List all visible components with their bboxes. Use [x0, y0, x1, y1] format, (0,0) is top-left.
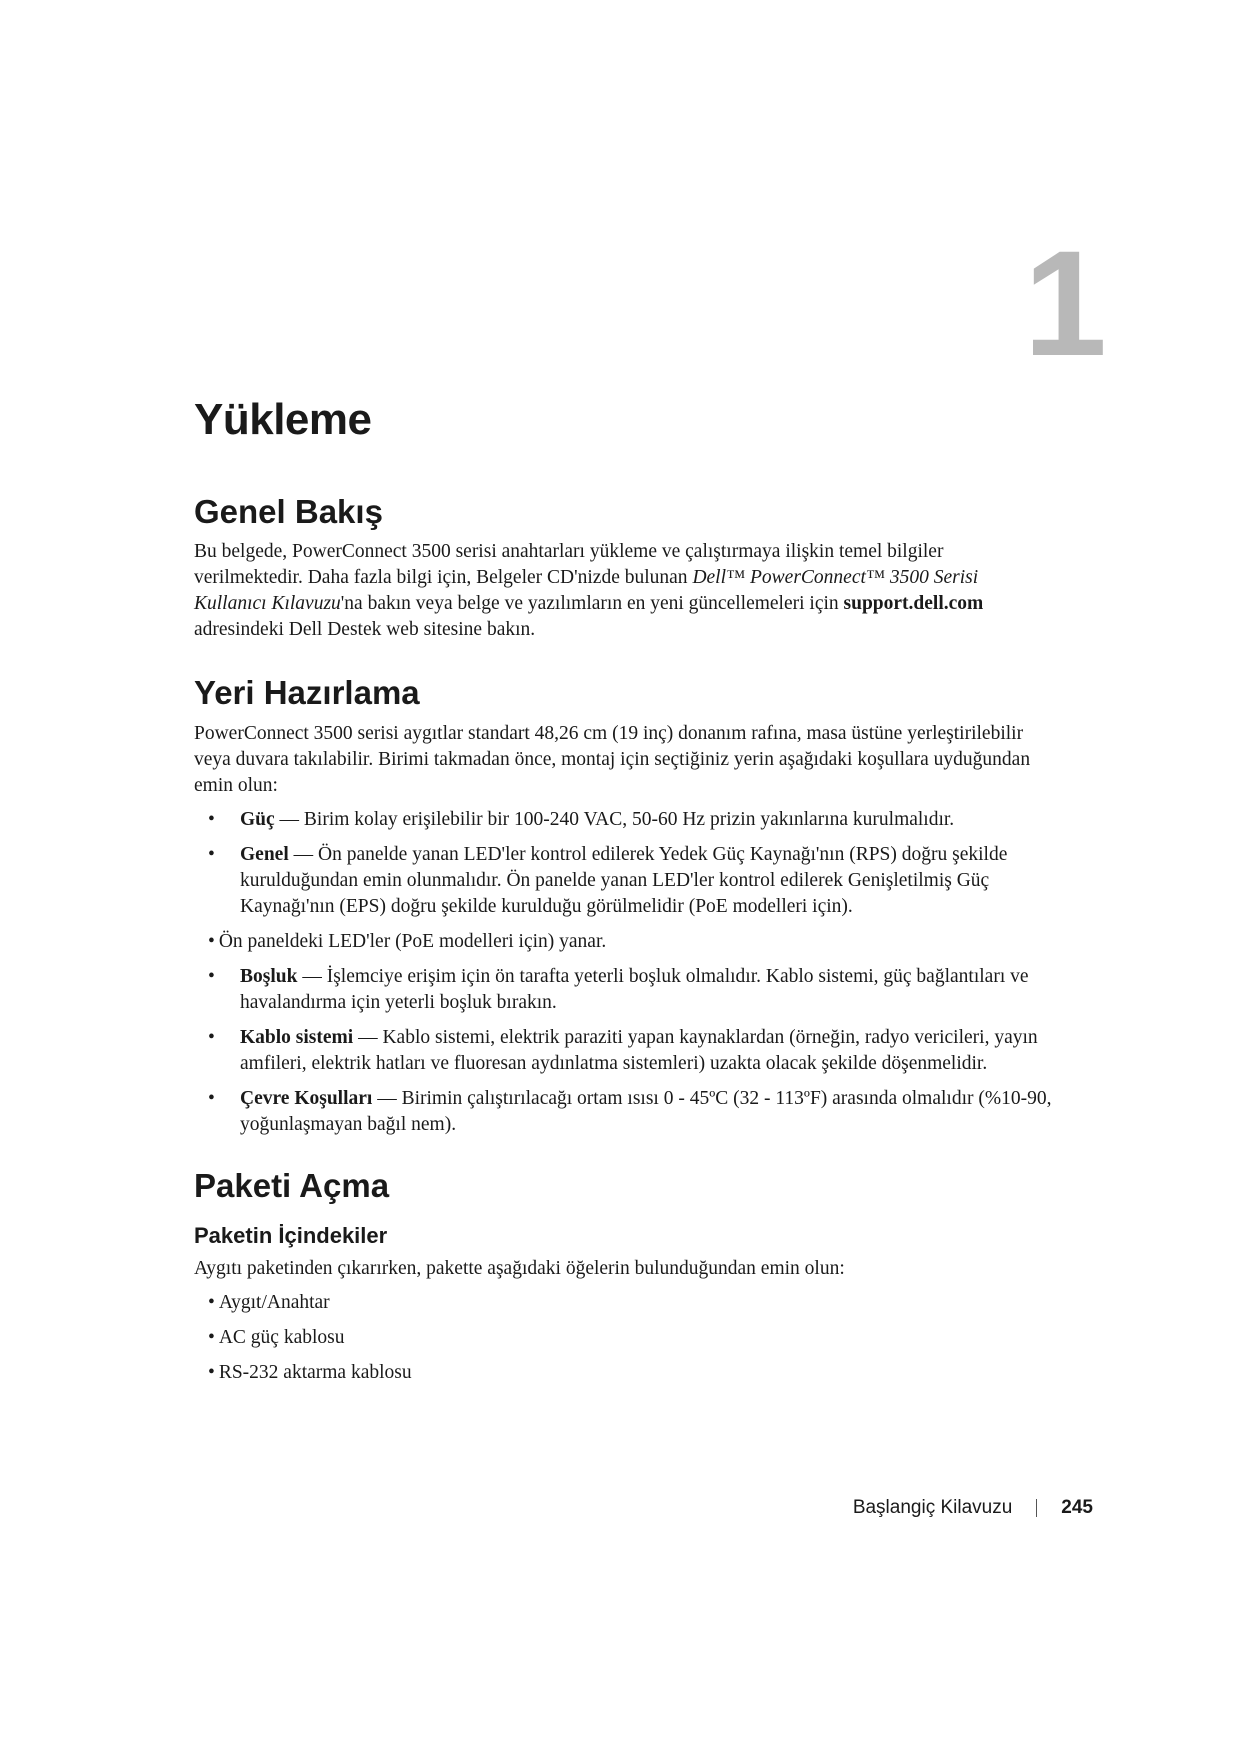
bullet-icon: •: [208, 843, 215, 865]
item-text: Ön paneldeki LED'ler (PoE modelleri için) yanar.: [218, 930, 607, 952]
list-item: [194, 842, 1054, 920]
chapter-number: 1: [1023, 219, 1107, 387]
item-term: Güç: [240, 808, 275, 830]
page-footer: [853, 1497, 1093, 1519]
overview-section: [194, 492, 1054, 644]
support-link[interactable]: support.dell.com: [843, 593, 984, 615]
list-item: [194, 807, 1054, 833]
bullet-icon: •: [208, 965, 215, 987]
item-term: Çevre Koşulları: [240, 1087, 373, 1109]
package-contents-list: [194, 1290, 1054, 1386]
page-content: [194, 395, 1054, 1395]
list-item: [194, 1360, 1054, 1386]
footer-divider: [1036, 1499, 1037, 1517]
item-text: Aygıt/Anahtar: [218, 1291, 330, 1313]
site-prep-list: [194, 807, 1054, 1138]
list-item: [194, 964, 1054, 1016]
list-item: [194, 1325, 1054, 1351]
item-term: Boşluk: [240, 965, 298, 987]
bullet-icon: •: [208, 1361, 215, 1383]
item-text: RS-232 aktarma kablosu: [218, 1361, 412, 1383]
package-contents-heading: Paketin İçindekiler: [194, 1223, 388, 1249]
unpack-heading: Paketi Açma: [194, 1166, 390, 1204]
page-number: 245: [1061, 1497, 1093, 1518]
bullet-icon: •: [208, 1026, 215, 1048]
bullet-icon: •: [208, 930, 215, 952]
site-prep-section: [194, 673, 1054, 1138]
site-prep-intro: PowerConnect 3500 serisi aygıtlar standart 48,26 cm (19 inç) donanım rafına, masa üstüne yerleştirilebilir veya duvara takılabilir. Birimi takmadan önce, montaj için seçtiğiniz yerin aşağıdaki koşullara uyduğundan emin olun:: [194, 722, 1031, 796]
item-text: — Ön panelde yanan LED'ler kontrol edilerek Yedek Güç Kaynağı'nın (RPS) doğru şekilde kurulduğundan emin olunmalıdır. Ön panelde yanan LED'ler kontrol edilerek Genişletilmiş Güç Kaynağı'nın (EPS) doğru şekilde kurulduğu görülmelidir (PoE modelleri için).: [240, 843, 1008, 917]
unpack-section: [194, 1166, 1054, 1386]
overview-text-1: Bu belgede, PowerConnect 3500 serisi anahtarları yükleme ve çalıştırmaya ilişkin temel bilgiler verilmektedir. Daha fazla bilgi için, Belgeler CD'nizde bulunan: [194, 541, 944, 589]
overview-text-2: 'na bakın veya belge ve yazılımların en yeni güncellemeleri için: [340, 593, 844, 615]
bullet-icon: •: [208, 808, 215, 830]
item-term: Genel: [240, 843, 289, 865]
list-item: [194, 1290, 1054, 1316]
site-prep-heading: Yeri Hazırlama: [194, 674, 420, 712]
chapter-title: Yükleme: [194, 395, 372, 444]
unpack-intro: Aygıtı paketinden çıkarırken, pakette aşağıdaki öğelerin bulunduğundan emin olun:: [194, 1257, 845, 1279]
item-text: — İşlemciye erişim için ön tarafta yeterli boşluk olmalıdır. Kablo sistemi, güç bağlantıları ve havalandırma için yeterli boşluk bırakın.: [240, 965, 1029, 1013]
item-text: — Birim kolay erişilebilir bir 100-240 VAC, 50-60 Hz prizin yakınlarına kurulmalıdır.: [274, 808, 955, 830]
list-item: [194, 1086, 1054, 1138]
bullet-icon: •: [208, 1326, 215, 1348]
item-text: AC güç kablosu: [218, 1326, 345, 1348]
overview-heading: Genel Bakış: [194, 492, 383, 530]
bullet-icon: •: [208, 1291, 215, 1313]
item-text: — Kablo sistemi, elektrik paraziti yapan kaynaklardan (örneğin, radyo vericileri, yayın amfileri, elektrik hatları ve fluoresan aydınlatma sistemleri) uzakta olacak şekilde döşenmelidir.: [240, 1026, 1038, 1074]
item-text: — Birimin çalıştırılacağı ortam ısısı 0 - 45ºC (32 - 113ºF) arasında olmalıdır (%10-90, yoğunlaşmayan bağıl nem).: [240, 1087, 1052, 1135]
overview-paragraph: [194, 539, 1054, 643]
user-guide-reference: Dell™ PowerConnect™ 3500 Serisi Kullanıcı Kılavuzu: [194, 567, 979, 615]
bullet-icon: •: [208, 1087, 215, 1109]
list-item: [194, 1025, 1054, 1077]
guide-title: Başlangiç Kilavuzu: [852, 1497, 1013, 1518]
overview-text-3: adresindeki Dell Destek web sitesine bakın.: [194, 619, 536, 641]
list-item: [194, 929, 1054, 955]
item-term: Kablo sistemi: [240, 1026, 354, 1048]
